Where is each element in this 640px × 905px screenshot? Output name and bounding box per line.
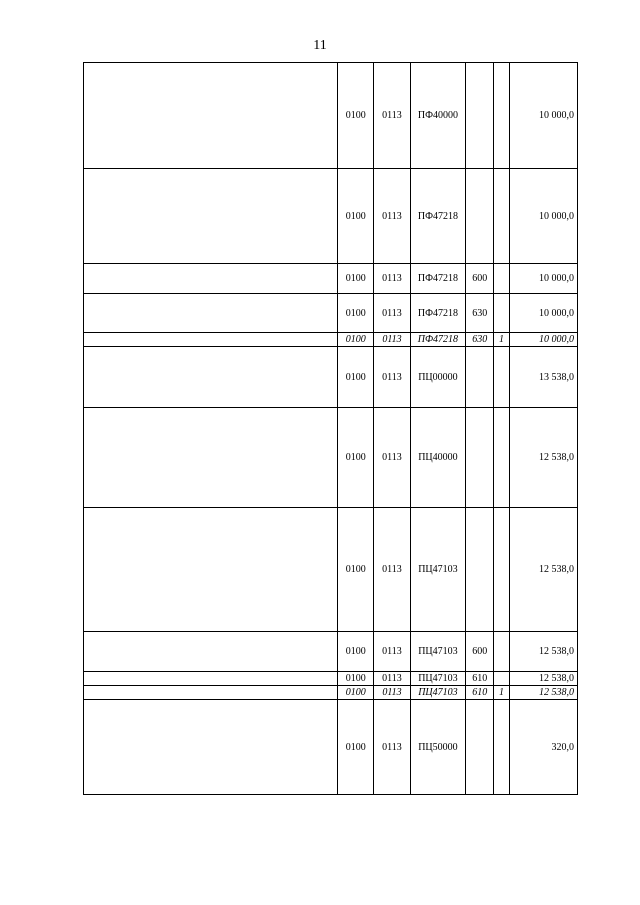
subsection-code: 0113 bbox=[374, 508, 410, 632]
expense-type-code bbox=[466, 408, 494, 508]
page-number: 11 bbox=[313, 38, 327, 53]
expense-type-code: 630 bbox=[466, 333, 494, 347]
section-code: 0100 bbox=[338, 408, 374, 508]
target-article-code: ПЦ47103 bbox=[410, 632, 466, 672]
expense-type-code bbox=[466, 508, 494, 632]
section-code: 0100 bbox=[338, 686, 374, 700]
table-row bbox=[84, 672, 578, 686]
budget-table bbox=[83, 62, 578, 795]
section-code: 0100 bbox=[338, 333, 374, 347]
table-row bbox=[84, 294, 578, 333]
expense-type-code: 610 bbox=[466, 672, 494, 686]
subsection-code: 0113 bbox=[374, 333, 410, 347]
row-description bbox=[84, 632, 338, 672]
subsection-code: 0113 bbox=[374, 264, 410, 294]
source-code bbox=[494, 700, 510, 795]
amount: 12 538,0 bbox=[509, 672, 577, 686]
source-code: 1 bbox=[494, 686, 510, 700]
target-article-code: ПЦ00000 bbox=[410, 347, 466, 408]
row-description bbox=[84, 700, 338, 795]
target-article-code: ПЦ50000 bbox=[410, 700, 466, 795]
expense-type-code: 600 bbox=[466, 264, 494, 294]
subsection-code: 0113 bbox=[374, 63, 410, 169]
expense-type-code bbox=[466, 169, 494, 264]
section-code: 0100 bbox=[338, 63, 374, 169]
amount: 10 000,0 bbox=[509, 169, 577, 264]
source-code bbox=[494, 347, 510, 408]
subsection-code: 0113 bbox=[374, 700, 410, 795]
section-code: 0100 bbox=[338, 632, 374, 672]
subsection-code: 0113 bbox=[374, 686, 410, 700]
expense-type-code bbox=[466, 63, 494, 169]
row-description bbox=[84, 333, 338, 347]
subsection-code: 0113 bbox=[374, 294, 410, 333]
source-code bbox=[494, 508, 510, 632]
target-article-code: ПЦ40000 bbox=[410, 408, 466, 508]
target-article-code: ПФ47218 bbox=[410, 264, 466, 294]
expense-type-code bbox=[466, 347, 494, 408]
section-code: 0100 bbox=[338, 169, 374, 264]
row-description bbox=[84, 508, 338, 632]
target-article-code: ПФ47218 bbox=[410, 333, 466, 347]
table-row bbox=[84, 700, 578, 795]
table-row bbox=[84, 169, 578, 264]
expense-type-code: 600 bbox=[466, 632, 494, 672]
table-row bbox=[84, 264, 578, 294]
amount: 10 000,0 bbox=[509, 333, 577, 347]
amount: 12 538,0 bbox=[509, 632, 577, 672]
target-article-code: ПЦ47103 bbox=[410, 508, 466, 632]
table-row bbox=[84, 333, 578, 347]
amount: 320,0 bbox=[509, 700, 577, 795]
section-code: 0100 bbox=[338, 264, 374, 294]
amount: 10 000,0 bbox=[509, 63, 577, 169]
source-code bbox=[494, 63, 510, 169]
row-description bbox=[84, 347, 338, 408]
source-code bbox=[494, 408, 510, 508]
row-description bbox=[84, 686, 338, 700]
source-code: 1 bbox=[494, 333, 510, 347]
expense-type-code: 630 bbox=[466, 294, 494, 333]
expense-type-code: 610 bbox=[466, 686, 494, 700]
subsection-code: 0113 bbox=[374, 408, 410, 508]
source-code bbox=[494, 632, 510, 672]
row-description bbox=[84, 63, 338, 169]
table-row bbox=[84, 632, 578, 672]
section-code: 0100 bbox=[338, 672, 374, 686]
table-row bbox=[84, 508, 578, 632]
row-description bbox=[84, 408, 338, 508]
source-code bbox=[494, 294, 510, 333]
amount: 12 538,0 bbox=[509, 408, 577, 508]
section-code: 0100 bbox=[338, 294, 374, 333]
row-description bbox=[84, 169, 338, 264]
subsection-code: 0113 bbox=[374, 632, 410, 672]
amount: 12 538,0 bbox=[509, 508, 577, 632]
amount: 10 000,0 bbox=[509, 264, 577, 294]
section-code: 0100 bbox=[338, 347, 374, 408]
subsection-code: 0113 bbox=[374, 672, 410, 686]
table-row bbox=[84, 63, 578, 169]
row-description bbox=[84, 294, 338, 333]
source-code bbox=[494, 169, 510, 264]
source-code bbox=[494, 672, 510, 686]
table-row bbox=[84, 408, 578, 508]
table-row bbox=[84, 347, 578, 408]
amount: 12 538,0 bbox=[509, 686, 577, 700]
source-code bbox=[494, 264, 510, 294]
amount: 10 000,0 bbox=[509, 294, 577, 333]
target-article-code: ПФ40000 bbox=[410, 63, 466, 169]
row-description bbox=[84, 672, 338, 686]
section-code: 0100 bbox=[338, 700, 374, 795]
section-code: 0100 bbox=[338, 508, 374, 632]
row-description bbox=[84, 264, 338, 294]
target-article-code: ПФ47218 bbox=[410, 294, 466, 333]
target-article-code: ПЦ47103 bbox=[410, 686, 466, 700]
subsection-code: 0113 bbox=[374, 169, 410, 264]
amount: 13 538,0 bbox=[509, 347, 577, 408]
table-row bbox=[84, 686, 578, 700]
target-article-code: ПФ47218 bbox=[410, 169, 466, 264]
subsection-code: 0113 bbox=[374, 347, 410, 408]
target-article-code: ПЦ47103 bbox=[410, 672, 466, 686]
expense-type-code bbox=[466, 700, 494, 795]
